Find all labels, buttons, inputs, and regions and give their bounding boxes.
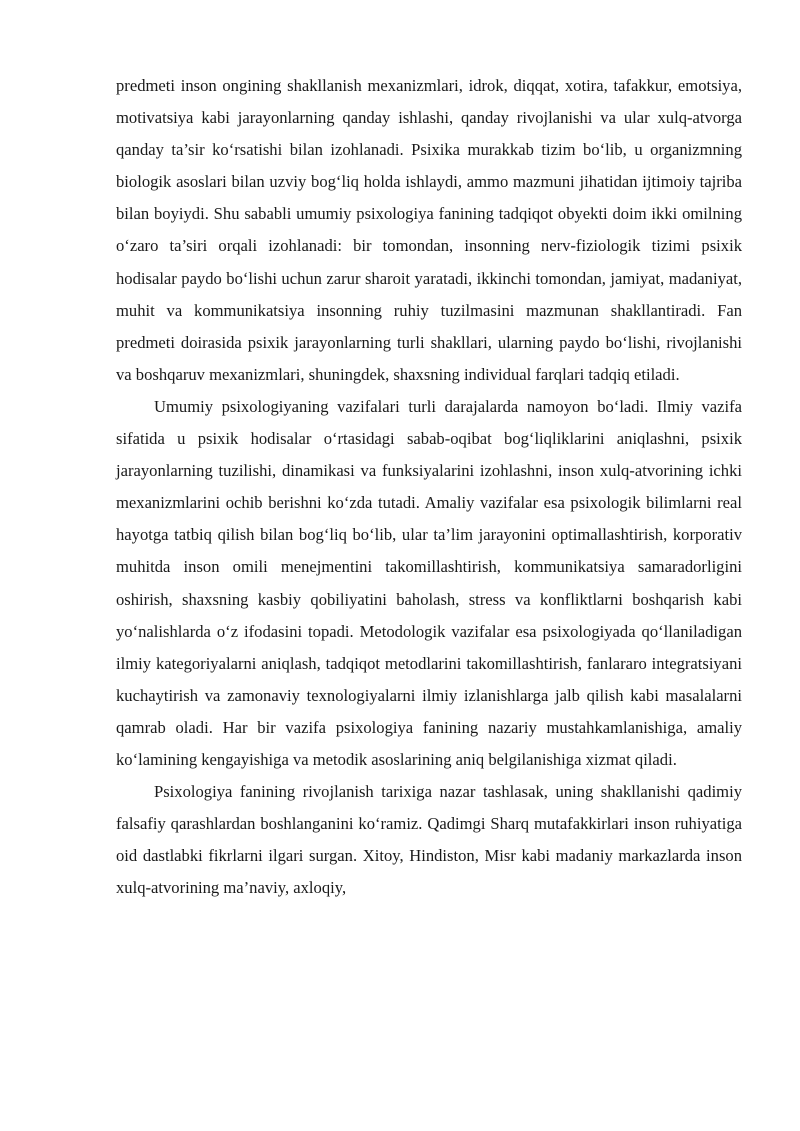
document-page bbox=[116, 70, 742, 904]
paragraph-3: Psixologiya fanining rivojlanish tarixiga nazar tashlasak, uning shakllanishi qadimiy falsafiy qarashlardan boshlanganini ko‘ramiz. Qadimgi Sharq mutafakkirlari inson ruhiyatiga oid dastlabki fikrlarni ilgari surgan. Xitoy, Hindiston, Misr kabi madaniy markazlarda inson xulq-atvorining ma’naviy, axloqiy, bbox=[116, 782, 742, 898]
paragraph-2: Umumiy psixologiyaning vazifalari turli darajalarda namoyon bo‘ladi. Ilmiy vazifa sifatida u psixik hodisalar o‘rtasidagi sabab-oqibat bog‘liqliklarini aniqlashni, psixik jarayonlarning tuzilishi, dinamikasi va funksiyalarini izohlashni, inson xulq-atvorining ichki mexanizmlarini ochib berishni ko‘zda tutadi. Amaliy vazifalar esa psixologik bilimlarni real hayotga tatbiq qilish bilan bog‘liq bo‘lib, ular ta’lim jarayonini optimallashtirish, korporativ muhitda inson omili menejmentini takomillashtirish, kommunikatsiya samaradorligini oshirish, shaxsning kasbiy qobiliyatini baholash, stress va konfliktlarni boshqarish kabi yo‘nalishlarda o‘z ifodasini topadi. Metodologik vazifalar esa psixologiyada qo‘llaniladigan ilmiy kategoriyalarni aniqlash, tadqiqot metodlarini takomillashtirish, fanlararo integratsiyani kuchaytirish va zamonaviy texnologiyalarni ilmiy izlanishlarga jalb qilish kabi masalalarni qamrab oladi. Har bir vazifa psixologiya fanining nazariy mustahkamlanishiga, amaliy ko‘lamining kengayishiga va metodik asoslarining aniq belgilanishiga xizmat qiladi. bbox=[116, 396, 742, 769]
paragraph-1: predmeti inson ongining shakllanish mexanizmlari, idrok, diqqat, xotira, tafakkur, emotsiya, motivatsiya kabi jarayonlarning qanday ishlashi, qanday rivojlanishi va ular xulq-atvorga qanday ta’sir ko‘rsatishi bilan izohlanadi. Psixika murakkab tizim bo‘lib, u organizmning biologik asoslari bilan uzviy bog‘liq holda ishlaydi, ammo mazmuni jihatidan ijtimoiy tajriba bilan boyiydi. Shu sababli umumiy psixologiya fanining tadqiqot obyekti doim ikki omilning o‘zaro ta’siri orqali izohlanadi: bir tomondan, insonning nerv-fiziologik tizimi psixik hodisalar paydo bo‘lishi uchun zarur sharoit yaratadi, ikkinchi tomondan, jamiyat, madaniyat, muhit va kommunikatsiya insonning ruhiy tuzilmasini mazmunan shakllantiradi. Fan predmeti doirasida psixik jarayonlarning turli shakllari, ularning paydo bo‘lishi, rivojlanishi va boshqaruv mexanizmlari, shuningdek, shaxsning individual farqlari tadqiq etiladi. bbox=[116, 76, 742, 384]
